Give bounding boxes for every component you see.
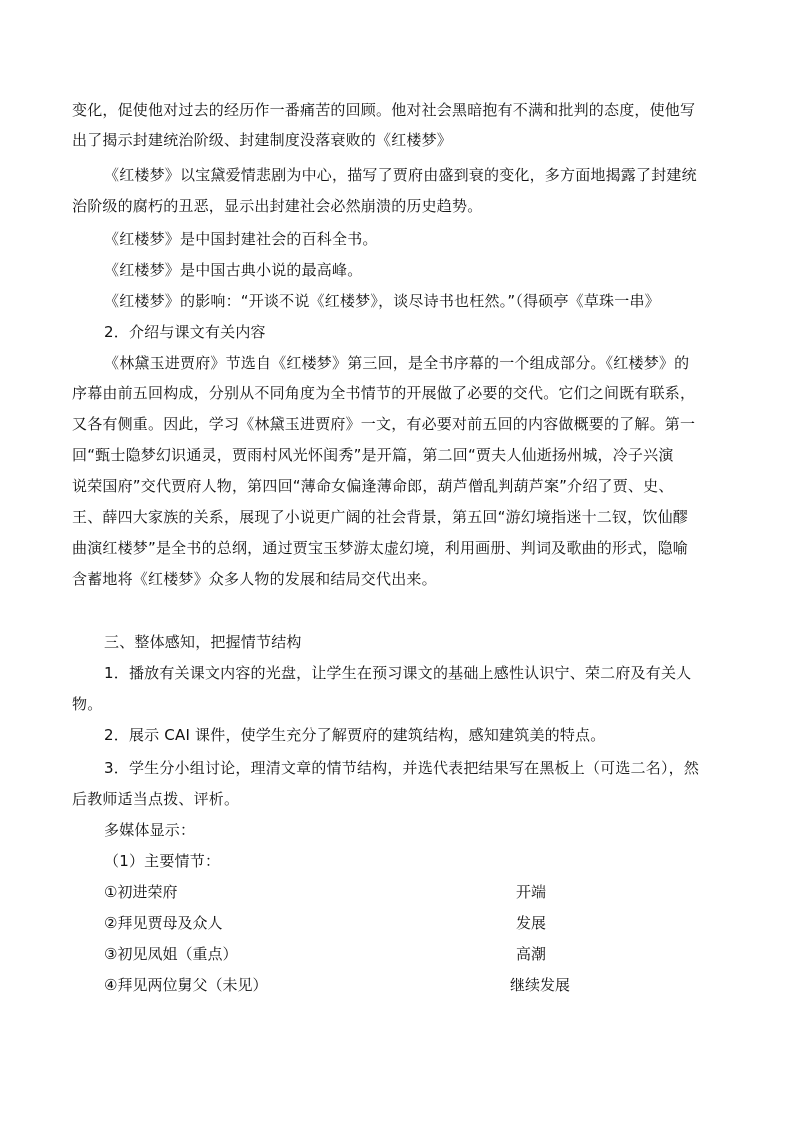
paragraph-line: 1．播放有关课文内容的光盘，让学生在预习课文的基础上感性认识宁、荣二府及有关人	[104, 664, 692, 682]
paragraph-line: 2．展示 CAI 课件，使学生充分了解贾府的建筑结构，感知建筑美的特点。	[104, 726, 606, 744]
list-heading: （1）主要情节：	[104, 852, 221, 870]
paragraph-line: 出了揭示封建统治阶级、封建制度没落衰败的《红楼梦》	[72, 131, 453, 149]
paragraph-line: 物。	[72, 695, 103, 713]
plot-stage: 高潮	[516, 945, 547, 963]
paragraph-line: 后教师适当点拨、评析。	[72, 790, 240, 808]
paragraph-line: 曲演红楼梦”是全书的总纲，通过贾宝玉梦游太虚幻境，利用画册、判词及歌曲的形式，隐喻	[72, 539, 688, 557]
paragraph-line: 3．学生分小组讨论，理清文章的情节结构，并选代表把结果写在黑板上（可选二名），然	[104, 759, 700, 777]
paragraph-line: 《林黛玉进贾府》节选自《红楼梦》第三回，是全书序幕的一个组成部分。《红楼梦》的	[104, 354, 690, 372]
plot-event: ②拜见贾母及众人	[104, 914, 223, 932]
plot-event: ④拜见两位舅父（未见）	[104, 976, 268, 994]
paragraph-line: 含蓄地将《红楼梦》众多人物的发展和结局交代出来。	[72, 570, 437, 588]
plot-stage: 开端	[516, 883, 547, 901]
plot-stage: 发展	[516, 914, 547, 932]
plot-stage: 继续发展	[510, 976, 571, 994]
paragraph-line: 《红楼梦》的影响：“开谈不说《红楼梦》，谈尽诗书也枉然。”（得硕亭《草珠一串》	[104, 292, 660, 310]
paragraph-line: 说荣国府”交代贾府人物，第四回“薄命女偏逢薄命郎，葫芦僧乱判葫芦案”介绍了贾、史、	[72, 477, 674, 495]
paragraph-line: 王、薛四大家族的关系，展现了小说更广阔的社会背景，第五回“游幻境指迷十二钗，饮仙醪	[72, 508, 688, 526]
paragraph-line: 序幕由前五回构成，分别从不同角度为全书情节的开展做了必要的交代。它们之间既有联系，	[72, 384, 696, 402]
subheading: 2．介绍与课文有关内容	[104, 323, 266, 341]
paragraph-line: 多媒体显示：	[104, 821, 196, 839]
paragraph-line: 《红楼梦》以宝黛爱情悲剧为中心，描写了贾府由盛到衰的变化，多方面地揭露了封建统	[104, 166, 697, 184]
plot-event: ③初见凤姐（重点）	[104, 945, 238, 963]
paragraph-line: 《红楼梦》是中国封建社会的百科全书。	[104, 230, 378, 248]
paragraph-line: 又各有侧重。因此，学习《林黛玉进贾府》一文，有必要对前五回的内容做概要的了解。第一	[72, 415, 696, 433]
paragraph-line: 《红楼梦》是中国古典小说的最高峰。	[104, 261, 363, 279]
plot-event: ①初进荣府	[104, 883, 178, 901]
paragraph-line: 变化，促使他对过去的经历作一番痛苦的回顾。他对社会黑暗抱有不满和批判的态度，使他写	[72, 101, 696, 119]
paragraph-line: 治阶级的腐朽的丑恶，显示出封建社会必然崩溃的历史趋势。	[72, 197, 483, 215]
section-heading: 三、整体感知，把握情节结构	[104, 633, 302, 651]
paragraph-line: 回“甄士隐梦幻识通灵，贾雨村风光怀闺秀”是开篇，第二回“贾夫人仙逝扬州城，冷子兴演	[72, 446, 674, 464]
